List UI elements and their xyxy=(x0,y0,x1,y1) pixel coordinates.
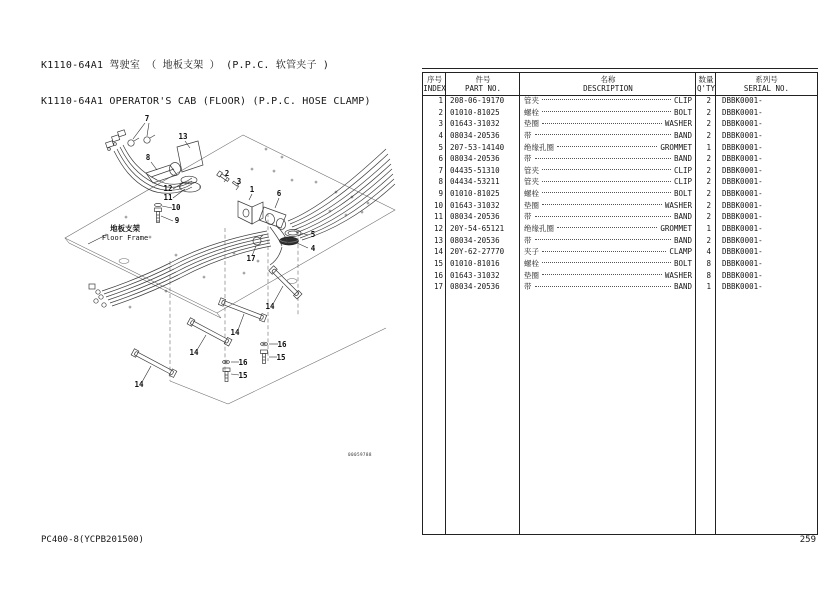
callout-1: 1 xyxy=(249,185,255,194)
cell-serial: DBBK0001- xyxy=(722,107,763,117)
cell-index: 3 xyxy=(438,119,443,129)
dot-leader xyxy=(542,191,671,193)
callout-16-b: 16 xyxy=(238,358,248,367)
footer-model-code: PC400-8(YCPB201500) xyxy=(41,535,144,545)
dot-leader xyxy=(535,215,671,217)
cell-serial: DBBK0001- xyxy=(722,258,763,268)
description-en: BOLT xyxy=(673,258,692,268)
callout-9: 9 xyxy=(174,216,180,225)
dot-leader xyxy=(542,98,671,100)
header-index-cn: 序号 xyxy=(427,74,442,84)
cell-index: 12 xyxy=(433,224,443,234)
cell-description xyxy=(520,165,696,177)
table-row xyxy=(423,95,817,107)
callout-14-d: 14 xyxy=(134,380,144,389)
projection-lines xyxy=(170,213,386,404)
callout-12: 12 xyxy=(163,184,173,193)
description-cn: 管夹 xyxy=(524,165,539,175)
header-qty-en: Q'TY xyxy=(696,84,716,93)
cell-part-no: 08034-20536 xyxy=(450,130,500,140)
description-en: BAND xyxy=(673,130,692,140)
cell-qty: 1 xyxy=(706,282,711,292)
cell-index: 10 xyxy=(433,200,443,210)
frame-label-en: Floor Frame xyxy=(101,234,149,242)
cell-qty: 2 xyxy=(706,96,711,105)
header-part-no xyxy=(446,73,520,95)
cell-description xyxy=(520,142,696,154)
cell-description xyxy=(520,130,696,142)
table-row xyxy=(423,188,817,200)
dot-leader xyxy=(542,203,662,205)
table-row xyxy=(423,246,817,258)
callout-7: 7 xyxy=(144,114,150,123)
cell-qty: 1 xyxy=(706,142,711,152)
description-en: GROMMET xyxy=(660,224,692,234)
frame-label-cn: 地板支架 xyxy=(110,224,140,233)
description-cn: 夹子 xyxy=(524,247,539,257)
cell-index: 7 xyxy=(438,165,443,175)
description-cn: 垫圈 xyxy=(524,119,539,129)
callout-8: 8 xyxy=(145,153,151,162)
description-en: CLIP xyxy=(673,96,692,105)
table-row xyxy=(423,258,817,270)
hose-bundle-right xyxy=(288,149,395,240)
cell-part-no: 01010-81025 xyxy=(450,189,500,199)
description-en: BAND xyxy=(673,282,692,292)
description-cn: 带 xyxy=(524,130,532,140)
parts-diagram-svg xyxy=(30,85,425,480)
callout-15-a: 15 xyxy=(276,353,286,362)
description-cn: 管夹 xyxy=(524,177,539,187)
description-en: BAND xyxy=(673,154,692,164)
callout-15-b: 15 xyxy=(238,371,248,380)
table-row xyxy=(423,107,817,119)
callout-14-b: 14 xyxy=(230,328,240,337)
grommet-4 xyxy=(280,237,299,245)
plate-13 xyxy=(170,141,204,176)
table-row xyxy=(423,176,817,188)
washer-16-left xyxy=(223,360,230,364)
cell-part-no: 01010-81016 xyxy=(450,258,500,268)
description-cn: 带 xyxy=(524,282,532,292)
description-en: CLAMP xyxy=(669,247,692,257)
cell-qty: 4 xyxy=(706,247,711,257)
cell-qty: 1 xyxy=(706,224,711,234)
description-en: CLIP xyxy=(673,165,692,175)
header-part-cn: 件号 xyxy=(475,74,491,84)
figure-code: 00059788 xyxy=(348,453,372,458)
description-cn: 绝缘孔圈 xyxy=(524,224,554,234)
callout-5: 5 xyxy=(310,230,316,239)
cell-qty: 8 xyxy=(706,270,711,280)
callout-2: 2 xyxy=(224,169,230,178)
table-row xyxy=(423,270,817,282)
cell-serial: DBBK0001- xyxy=(722,212,763,222)
table-row xyxy=(423,281,817,293)
dot-leader xyxy=(542,250,666,252)
grommet-5 xyxy=(285,230,301,237)
cell-part-no: 08034-20536 xyxy=(450,235,500,245)
cell-index: 17 xyxy=(433,282,443,292)
description-cn: 垫圈 xyxy=(524,200,539,210)
cell-part-no: 01643-31032 xyxy=(450,200,500,210)
cell-part-no: 04434-53211 xyxy=(450,177,500,187)
dot-leader xyxy=(542,180,671,182)
cell-description xyxy=(520,200,696,212)
cell-qty: 8 xyxy=(706,258,711,268)
table-row xyxy=(423,153,817,165)
cell-description xyxy=(520,176,696,188)
callout-10: 10 xyxy=(171,203,181,212)
bolt-9-washer-10 xyxy=(155,203,162,222)
description-cn: 带 xyxy=(524,235,532,245)
description-cn: 绝缘孔圈 xyxy=(524,142,554,152)
header-qty-cn: 数量 xyxy=(698,74,714,84)
callout-17: 17 xyxy=(246,254,256,263)
description-cn: 螺栓 xyxy=(524,189,539,199)
cell-qty: 2 xyxy=(706,235,711,245)
cell-part-no: 207-53-14140 xyxy=(450,142,505,152)
cell-index: 9 xyxy=(438,189,443,199)
cell-part-no: 08034-20536 xyxy=(450,212,500,222)
bolt-15-right xyxy=(261,350,268,364)
cell-qty: 2 xyxy=(706,154,711,164)
cell-part-no: 20Y-54-65121 xyxy=(450,224,505,234)
cell-part-no: 08034-20536 xyxy=(450,282,500,292)
table-row xyxy=(423,211,817,223)
header-index-en: INDEX xyxy=(423,84,446,93)
cell-qty: 2 xyxy=(706,200,711,210)
table-top-rule xyxy=(422,68,818,69)
page-title-cn: K1110-64A1 驾驶室 （ 地板支架 ） (P.P.C. 软管夹子 ) xyxy=(41,60,330,71)
dot-leader xyxy=(557,226,657,228)
callout-13: 13 xyxy=(178,132,188,141)
description-en: BOLT xyxy=(673,107,692,117)
cell-serial: DBBK0001- xyxy=(722,224,763,234)
grommet-12-11 xyxy=(180,176,201,192)
cell-description xyxy=(520,211,696,223)
callout-14-a: 14 xyxy=(265,302,275,311)
page-title-en: K1110-64A1 OPERATOR'S CAB (FLOOR) (P.P.C. HOSE CLAMP) xyxy=(41,96,371,107)
callout-3: 3 xyxy=(236,177,242,186)
hose-bundle-left xyxy=(89,231,271,307)
parts-table xyxy=(422,72,818,535)
cell-part-no: 01010-81025 xyxy=(450,107,500,117)
callout-11: 11 xyxy=(163,193,173,202)
cell-serial: DBBK0001- xyxy=(722,189,763,199)
header-desc-cn: 名称 xyxy=(600,74,616,84)
cell-description xyxy=(520,270,696,282)
cell-part-no: 20Y-62-27770 xyxy=(450,247,505,257)
header-index xyxy=(423,73,446,95)
cell-serial: DBBK0001- xyxy=(722,96,763,105)
cell-part-no: 04435-51310 xyxy=(450,165,500,175)
table-row xyxy=(423,118,817,130)
cell-serial: DBBK0001- xyxy=(722,282,763,292)
bolt-15-left xyxy=(223,368,230,382)
dot-leader xyxy=(557,145,657,147)
cell-description xyxy=(520,235,696,247)
table-body xyxy=(423,95,817,293)
description-en: WASHER xyxy=(664,270,692,280)
header-description xyxy=(520,73,696,95)
cell-description xyxy=(520,223,696,235)
callout-16-a: 16 xyxy=(277,340,287,349)
cell-serial: DBBK0001- xyxy=(722,270,763,280)
header-serial-no xyxy=(716,73,817,95)
callout-leaders xyxy=(88,123,308,382)
description-en: WASHER xyxy=(664,200,692,210)
dot-leader xyxy=(542,122,662,124)
table-row xyxy=(423,165,817,177)
callout-4: 4 xyxy=(310,244,316,253)
cell-description xyxy=(520,118,696,130)
cell-description xyxy=(520,281,696,293)
dot-leader xyxy=(535,285,671,287)
cell-index: 8 xyxy=(438,177,443,187)
cell-qty: 2 xyxy=(706,130,711,140)
cell-qty: 2 xyxy=(706,177,711,187)
callout-14-c: 14 xyxy=(189,348,199,357)
dot-leader xyxy=(542,261,671,263)
description-en: WASHER xyxy=(664,119,692,129)
table-row xyxy=(423,130,817,142)
table-row xyxy=(423,223,817,235)
cell-serial: DBBK0001- xyxy=(722,235,763,245)
header-desc-en: DESCRIPTION xyxy=(583,84,633,93)
cell-serial: DBBK0001- xyxy=(722,119,763,129)
callout-6: 6 xyxy=(276,189,282,198)
cell-description xyxy=(520,107,696,119)
cell-qty: 2 xyxy=(706,189,711,199)
header-serial-en: SERIAL NO. xyxy=(743,84,790,93)
description-en: BOLT xyxy=(673,189,692,199)
cell-index: 5 xyxy=(438,142,443,152)
header-part-en: PART NO. xyxy=(464,84,502,93)
cell-index: 13 xyxy=(433,235,443,245)
table-row xyxy=(423,200,817,212)
cell-serial: DBBK0001- xyxy=(722,200,763,210)
cell-serial: DBBK0001- xyxy=(722,142,763,152)
cell-serial: DBBK0001- xyxy=(722,177,763,187)
table-header xyxy=(423,73,817,96)
cell-index: 2 xyxy=(438,107,443,117)
description-cn: 带 xyxy=(524,212,532,222)
description-cn: 螺栓 xyxy=(524,107,539,117)
cell-qty: 2 xyxy=(706,165,711,175)
cell-qty: 2 xyxy=(706,119,711,129)
clamp-8 xyxy=(146,165,177,183)
page-number: 259 xyxy=(799,535,816,545)
cell-serial: DBBK0001- xyxy=(722,130,763,140)
dot-leader xyxy=(542,273,662,275)
header-serial-cn: 系列号 xyxy=(755,74,778,84)
cell-index: 14 xyxy=(433,247,443,257)
cell-qty: 2 xyxy=(706,212,711,222)
description-en: BAND xyxy=(673,212,692,222)
cell-description xyxy=(520,258,696,270)
cell-serial: DBBK0001- xyxy=(722,154,763,164)
cell-index: 11 xyxy=(433,212,443,222)
description-en: BAND xyxy=(673,235,692,245)
description-cn: 管夹 xyxy=(524,96,539,105)
clip-7 xyxy=(128,135,155,146)
dot-leader xyxy=(535,157,671,159)
description-cn: 螺栓 xyxy=(524,258,539,268)
dot-leader xyxy=(535,238,671,240)
bracket-1 xyxy=(238,201,263,224)
dot-leader xyxy=(542,168,671,170)
washer-16-right xyxy=(261,342,268,346)
cell-description xyxy=(520,188,696,200)
cell-index: 4 xyxy=(438,130,443,140)
description-cn: 垫圈 xyxy=(524,270,539,280)
header-qty xyxy=(696,73,716,95)
description-en: GROMMET xyxy=(660,142,692,152)
exploded-view-diagram xyxy=(30,85,425,480)
cell-index: 16 xyxy=(433,270,443,280)
table-row xyxy=(423,142,817,154)
strap-14-a xyxy=(269,266,302,299)
cell-part-no: 01643-31032 xyxy=(450,270,500,280)
cell-description xyxy=(520,95,696,107)
cell-index: 15 xyxy=(433,258,443,268)
cell-serial: DBBK0001- xyxy=(722,165,763,175)
table-row xyxy=(423,235,817,247)
cell-description xyxy=(520,246,696,258)
description-en: CLIP xyxy=(673,177,692,187)
cell-part-no: 01643-31032 xyxy=(450,119,500,129)
cell-index: 6 xyxy=(438,154,443,164)
cell-description xyxy=(520,153,696,165)
dot-leader xyxy=(535,133,671,135)
cell-serial: DBBK0001- xyxy=(722,247,763,257)
cell-qty: 2 xyxy=(706,107,711,117)
dot-leader xyxy=(542,110,671,112)
description-cn: 带 xyxy=(524,154,532,164)
cell-part-no: 208-06-19170 xyxy=(450,96,505,105)
cell-part-no: 08034-20536 xyxy=(450,154,500,164)
cell-index: 1 xyxy=(438,96,443,105)
